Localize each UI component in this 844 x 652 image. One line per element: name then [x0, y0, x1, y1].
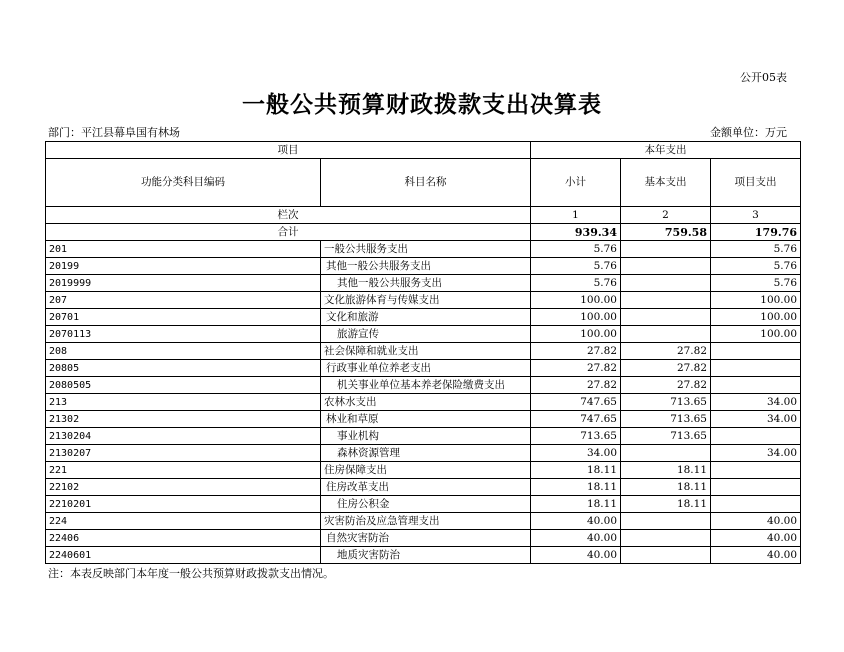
total-row [46, 224, 801, 241]
row-name: 行政事业单位养老支出 [321, 360, 531, 377]
row-project [711, 496, 801, 513]
table-row [46, 394, 801, 411]
header-row-2 [46, 159, 801, 207]
header-row-1 [46, 142, 801, 159]
row-subtotal: 40.00 [531, 547, 621, 564]
row-basic [621, 275, 711, 292]
row-code: 21302 [46, 411, 321, 428]
row-project: 34.00 [711, 394, 801, 411]
row-name: 其他一般公共服务支出 [321, 258, 531, 275]
table-row [46, 513, 801, 530]
row-code: 221 [46, 462, 321, 479]
row-code: 213 [46, 394, 321, 411]
row-subtotal: 27.82 [531, 343, 621, 360]
header-project-exp: 项目支出 [711, 159, 801, 207]
column-number-1: 1 [531, 207, 621, 224]
row-subtotal: 34.00 [531, 445, 621, 462]
row-project: 40.00 [711, 547, 801, 564]
expenditure-table [45, 141, 801, 564]
table-row [46, 326, 801, 343]
row-code: 208 [46, 343, 321, 360]
table-row [46, 411, 801, 428]
table-row [46, 309, 801, 326]
row-basic: 713.65 [621, 394, 711, 411]
table-row [46, 275, 801, 292]
row-subtotal: 747.65 [531, 411, 621, 428]
row-project [711, 462, 801, 479]
total-project: 179.76 [711, 224, 801, 241]
total-subtotal: 939.34 [531, 224, 621, 241]
row-basic [621, 292, 711, 309]
table-row [46, 445, 801, 462]
row-code: 201 [46, 241, 321, 258]
header-subject-name: 科目名称 [321, 159, 531, 207]
total-basic: 759.58 [621, 224, 711, 241]
row-name: 社会保障和就业支出 [321, 343, 531, 360]
total-label: 合计 [46, 224, 531, 241]
row-name: 机关事业单位基本养老保险缴费支出 [321, 377, 531, 394]
department-label: 部门：平江县幕阜国有林场 [48, 126, 180, 139]
row-project: 5.76 [711, 258, 801, 275]
row-name: 农林水支出 [321, 394, 531, 411]
footnote: 注：本表反映部门本年度一般公共预算财政拨款支出情况。 [48, 567, 334, 580]
form-code: 公开05表 [740, 71, 787, 84]
header-func-code: 功能分类科目编码 [46, 159, 321, 207]
row-project [711, 479, 801, 496]
row-subtotal: 18.11 [531, 496, 621, 513]
table-row [46, 377, 801, 394]
row-name: 自然灾害防治 [321, 530, 531, 547]
table-body [46, 241, 801, 564]
row-project: 100.00 [711, 292, 801, 309]
table-row [46, 547, 801, 564]
row-basic [621, 241, 711, 258]
row-project: 5.76 [711, 275, 801, 292]
row-basic [621, 445, 711, 462]
row-subtotal: 5.76 [531, 241, 621, 258]
row-name: 住房公积金 [321, 496, 531, 513]
row-name: 文化和旅游 [321, 309, 531, 326]
row-basic [621, 547, 711, 564]
column-number-3: 3 [711, 207, 801, 224]
row-name: 事业机构 [321, 428, 531, 445]
row-name: 其他一般公共服务支出 [321, 275, 531, 292]
row-code: 2019999 [46, 275, 321, 292]
row-project: 34.00 [711, 445, 801, 462]
row-code: 22102 [46, 479, 321, 496]
row-subtotal: 100.00 [531, 326, 621, 343]
row-name: 地质灾害防治 [321, 547, 531, 564]
row-subtotal: 100.00 [531, 309, 621, 326]
row-code: 20199 [46, 258, 321, 275]
row-basic: 18.11 [621, 496, 711, 513]
row-subtotal: 5.76 [531, 258, 621, 275]
row-subtotal: 18.11 [531, 462, 621, 479]
row-subtotal: 713.65 [531, 428, 621, 445]
row-code: 2130204 [46, 428, 321, 445]
row-project: 40.00 [711, 513, 801, 530]
header-this-year: 本年支出 [531, 142, 801, 159]
row-basic: 27.82 [621, 360, 711, 377]
row-subtotal: 747.65 [531, 394, 621, 411]
column-number-row [46, 207, 801, 224]
header-project: 项目 [46, 142, 531, 159]
row-project: 5.76 [711, 241, 801, 258]
row-project [711, 428, 801, 445]
row-name: 住房改革支出 [321, 479, 531, 496]
row-code: 207 [46, 292, 321, 309]
row-project: 34.00 [711, 411, 801, 428]
row-name: 林业和草原 [321, 411, 531, 428]
row-code: 224 [46, 513, 321, 530]
row-subtotal: 40.00 [531, 513, 621, 530]
row-basic: 713.65 [621, 411, 711, 428]
row-project [711, 360, 801, 377]
row-basic: 18.11 [621, 479, 711, 496]
row-basic: 18.11 [621, 462, 711, 479]
row-basic: 713.65 [621, 428, 711, 445]
row-project [711, 343, 801, 360]
table-row [46, 292, 801, 309]
column-number-2: 2 [621, 207, 711, 224]
row-code: 20701 [46, 309, 321, 326]
row-basic [621, 530, 711, 547]
row-project: 100.00 [711, 309, 801, 326]
row-code: 20805 [46, 360, 321, 377]
row-basic: 27.82 [621, 377, 711, 394]
row-basic [621, 513, 711, 530]
amount-unit-label: 金额单位：万元 [710, 126, 787, 139]
page-title: 一般公共预算财政拨款支出决算表 [242, 92, 602, 118]
row-code: 2240601 [46, 547, 321, 564]
row-project: 40.00 [711, 530, 801, 547]
row-name: 文化旅游体育与传媒支出 [321, 292, 531, 309]
row-code: 22406 [46, 530, 321, 547]
table-row [46, 241, 801, 258]
row-code: 2130207 [46, 445, 321, 462]
column-number-label: 栏次 [46, 207, 531, 224]
row-basic [621, 258, 711, 275]
header-subtotal: 小计 [531, 159, 621, 207]
row-basic [621, 309, 711, 326]
row-code: 2070113 [46, 326, 321, 343]
row-subtotal: 40.00 [531, 530, 621, 547]
table-row [46, 479, 801, 496]
table-row [46, 496, 801, 513]
row-subtotal: 5.76 [531, 275, 621, 292]
row-basic [621, 326, 711, 343]
table-row [46, 258, 801, 275]
row-project [711, 377, 801, 394]
row-subtotal: 27.82 [531, 377, 621, 394]
row-subtotal: 27.82 [531, 360, 621, 377]
table-row [46, 360, 801, 377]
row-project: 100.00 [711, 326, 801, 343]
row-code: 2080505 [46, 377, 321, 394]
row-subtotal: 100.00 [531, 292, 621, 309]
table-row [46, 530, 801, 547]
table-row [46, 343, 801, 360]
row-name: 一般公共服务支出 [321, 241, 531, 258]
row-subtotal: 18.11 [531, 479, 621, 496]
table-row [46, 428, 801, 445]
row-name: 森林资源管理 [321, 445, 531, 462]
row-name: 住房保障支出 [321, 462, 531, 479]
row-name: 旅游宣传 [321, 326, 531, 343]
row-name: 灾害防治及应急管理支出 [321, 513, 531, 530]
table-row [46, 462, 801, 479]
row-code: 2210201 [46, 496, 321, 513]
row-basic: 27.82 [621, 343, 711, 360]
header-basic: 基本支出 [621, 159, 711, 207]
